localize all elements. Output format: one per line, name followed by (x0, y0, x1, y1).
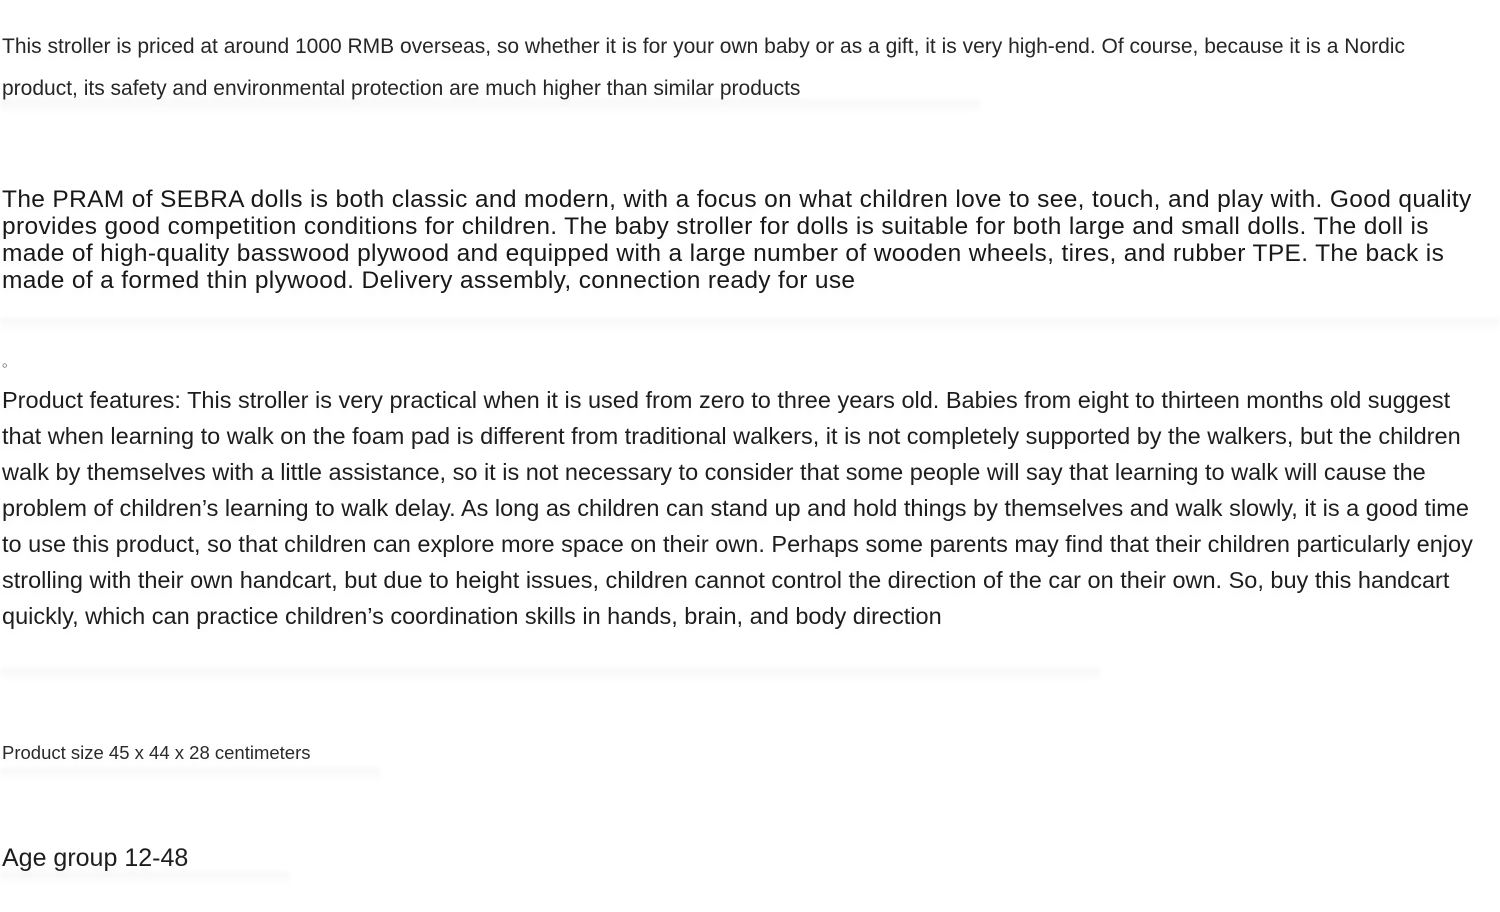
product-size-text: Product size 45 x 44 x 28 centimeters (2, 742, 311, 763)
separator-mark: 。 (2, 353, 18, 370)
intro-paragraph: This stroller is priced at around 1000 RMB overseas, so whether it is for your own baby or as a gift, it is very high-end. Of course, because it is a Nordic product, its safety and environmental protection are much higher than similar products (2, 35, 1405, 100)
product-features-paragraph: Product features: This stroller is very practical when it is used from zero to three years old. Babies from eight to thirteen months old suggest that when learning to walk on the foam pad is different from traditional walkers, it is not completely supported by the walkers, but the children walk by themselves with a little assistance, so it is not necessary to consider that some people will say that learning to walk will cause the problem of children’s learning to walk delay. As long as children can stand up and hold things by themselves and walk slowly, it is a good time to use this product, so that children can explore more space on their own. Perhaps some parents may find that their children particularly enjoy strolling with their own handcart, but due to height issues, children cannot control the direction of the car on their own. So, buy this handcart quickly, which can practice children’s coordination skills in hands, brain, and body direction (2, 387, 1473, 629)
age-group-text: Age group 12-48 (2, 844, 189, 872)
pram-description-paragraph: The PRAM of SEBRA dolls is both classic and modern, with a focus on what children love to see, touch, and play with. Good quality provides good competition conditions for children. The baby stroller for dolls is suitable for both large and small dolls. The doll is made of high-quality basswood plywood and equipped with a large number of wooden wheels, tires, and rubber TPE. The back is made of a formed thin plywood. Delivery assembly, connection ready for use (2, 186, 1472, 294)
